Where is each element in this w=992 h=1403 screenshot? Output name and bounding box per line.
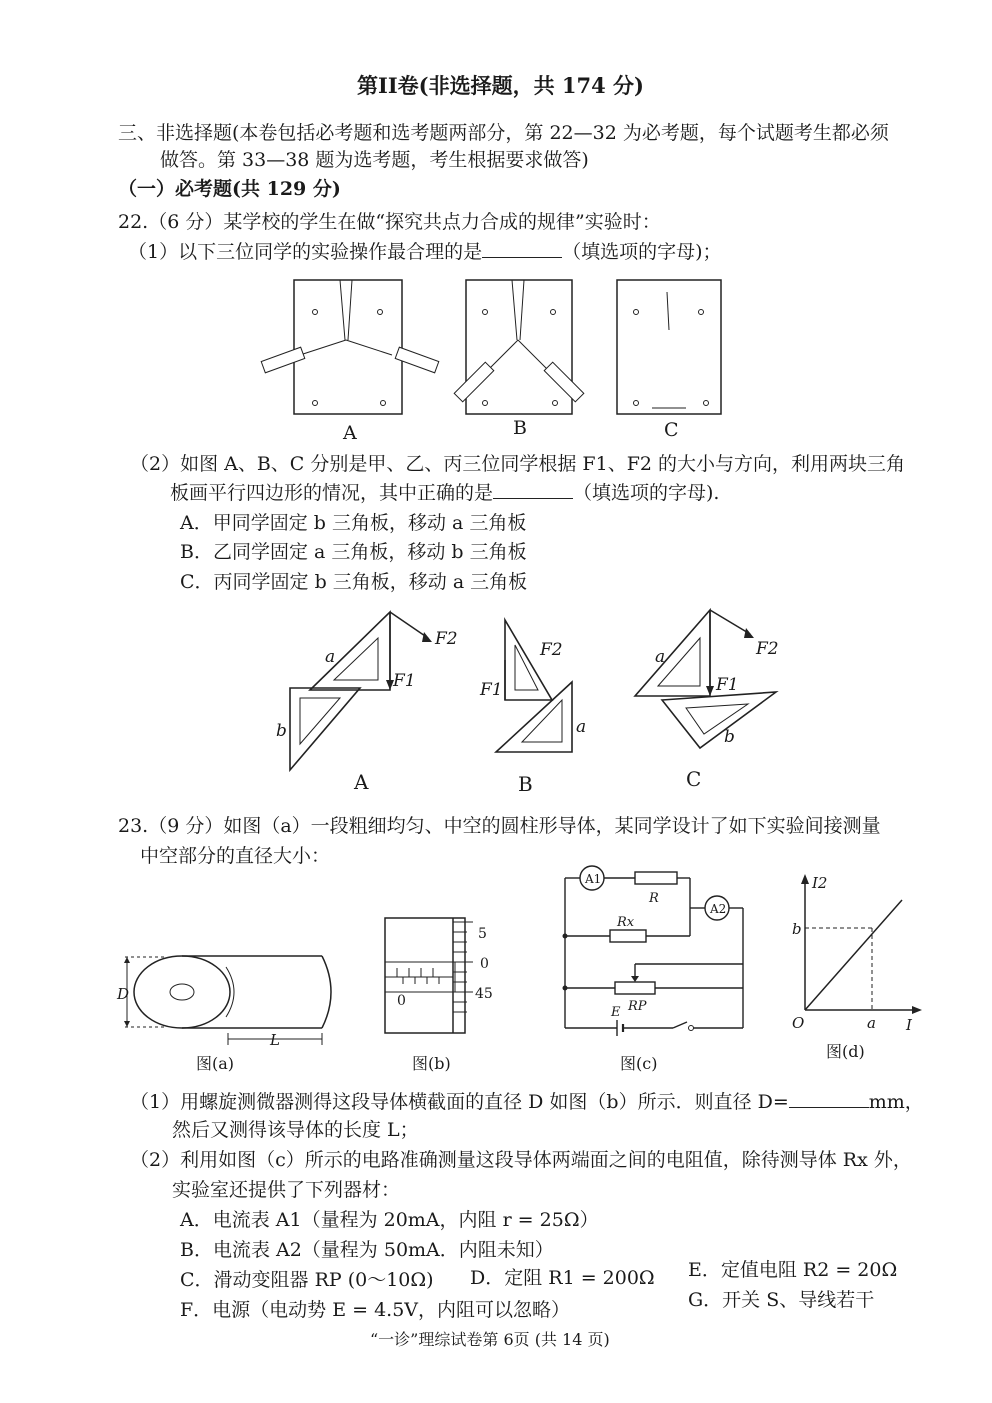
figure-a-cylinder <box>110 945 340 1055</box>
label-f2-c: F2 <box>756 639 779 659</box>
q22-part2-cont-text: 板画平行四边形的情况，其中正确的是 <box>170 482 494 504</box>
q23-item-d: D．定阻 R1 = 200Ω <box>470 1267 655 1289</box>
label-e: E <box>611 1005 621 1020</box>
fig-d-caption: 图(d) <box>826 1042 865 1061</box>
q22-option-c: C．丙同学固定 b 三角板，移动 a 三角板 <box>180 571 528 593</box>
q23-stem-cont: 中空部分的直径大小： <box>140 845 331 867</box>
q23-part1 <box>130 1090 924 1114</box>
q23-item-b: B．电流表 A2（量程为 50mA．内阻未知） <box>180 1239 554 1261</box>
q22-part1 <box>128 240 722 264</box>
label-l: L <box>270 1031 280 1049</box>
part-heading: （一）必考题(共 129 分) <box>118 178 341 200</box>
answer-blank[interactable] <box>789 1091 869 1108</box>
label-rp: RP <box>628 999 647 1014</box>
q23-item-f: F．电源（电动势 E = 4.5V，内阻可以忽略） <box>180 1299 571 1321</box>
label-rx: Rx <box>617 915 635 930</box>
tick-main-0: 0 <box>397 993 406 1009</box>
axis-i: I <box>906 1016 912 1034</box>
figure-b-micrometer <box>375 910 515 1040</box>
q22-part1-text: （1）以下三位同学的实验操作最合理的是 <box>128 241 483 263</box>
page-title: 第II卷(非选择题，共 174 分) <box>357 73 644 98</box>
answer-blank[interactable] <box>493 482 573 499</box>
board-b <box>454 280 584 414</box>
figure-c-circuit <box>555 860 765 1045</box>
q22-option-a: A．甲同学固定 b 三角板，移动 a 三角板 <box>180 512 527 534</box>
q23-item-g: G．开关 S、导线若干 <box>688 1289 875 1311</box>
board-label-b: B <box>513 417 527 439</box>
board-c <box>617 280 721 414</box>
label-o: O <box>792 1014 805 1032</box>
q23-item-e: E．定值电阻 R2 = 20Ω <box>688 1259 898 1281</box>
label-d: D <box>117 985 130 1003</box>
label-f2-b: F2 <box>540 640 563 660</box>
tick-0: 0 <box>480 956 489 972</box>
q23-part1-cont: 然后又测得该导体的长度 L； <box>172 1119 419 1141</box>
q22-part2-tail: （填选项的字母). <box>573 482 720 504</box>
q22-part2-cont <box>170 481 719 505</box>
label-a-c: a <box>655 647 666 667</box>
triangle-figures <box>0 600 992 800</box>
triangles-b <box>479 620 586 752</box>
board-label-a: A <box>343 422 357 444</box>
tri-label-a: A <box>354 770 369 794</box>
section-heading-cont: 做答。第 33—38 题为选考题，考生根据要求做答) <box>160 149 589 171</box>
q22-part2: （2）如图 A、B、C 分别是甲、乙、丙三位同学根据 F1、F2 的大小与方向，利用两块三角 <box>130 453 906 475</box>
label-a2: A2 <box>710 902 727 916</box>
label-b: b <box>276 721 287 741</box>
label-a-b: a <box>576 717 587 737</box>
figure-d-graph <box>790 870 930 1034</box>
label-b: b <box>792 920 802 938</box>
board-label-c: C <box>664 419 679 441</box>
q23-item-a: A．电流表 A1（量程为 20mA，内阻 r = 25Ω） <box>180 1209 599 1231</box>
fig-c-caption: 图(c) <box>620 1054 658 1073</box>
triangles-a <box>276 612 458 770</box>
fig-a-caption: 图(a) <box>196 1054 235 1073</box>
q23-part2: （2）利用如图（c）所示的电路准确测量这段导体两端面之间的电阻值，除待测导体 Rx 外， <box>130 1149 912 1171</box>
q23-item-c: C．滑动变阻器 RP (0～10Ω) <box>180 1269 434 1291</box>
board-figures <box>0 270 992 440</box>
q23-part1-text: （1）用螺旋测微器测得这段导体横截面的直径 D 如图（b）所示．则直径 D= <box>130 1091 789 1113</box>
label-r: R <box>649 891 659 906</box>
tri-label-c: C <box>686 767 702 791</box>
axis-i2: I2 <box>812 874 828 892</box>
answer-blank[interactable] <box>482 241 562 258</box>
label-f2: F2 <box>435 629 458 649</box>
q22-stem: 22.（6 分）某学校的学生在做“探究共点力合成的规律”实验时： <box>118 211 661 233</box>
page-footer: “一诊”理综试卷第 6页 (共 14 页) <box>370 1330 610 1349</box>
triangles-c <box>635 610 779 748</box>
q23-part2-cont: 实验室还提供了下列器材： <box>172 1179 401 1201</box>
board-a <box>261 280 439 414</box>
tick-5: 5 <box>478 926 487 942</box>
label-f1-b: F1 <box>480 680 503 700</box>
label-f1: F1 <box>393 671 416 691</box>
label-b-c: b <box>724 727 735 747</box>
label-f1-c: F1 <box>716 675 739 695</box>
q23-stem: 23.（9 分）如图（a）一段粗细均匀、中空的圆柱形导体，某同学设计了如下实验间接测量 <box>118 815 881 837</box>
section-heading: 三、非选择题(本卷包括必考题和选考题两部分，第 22—32 为必考题，每个试题考生都必须 <box>118 122 889 144</box>
fig-b-caption: 图(b) <box>412 1054 451 1073</box>
label-a1: A1 <box>585 872 602 886</box>
tri-label-b: B <box>518 772 533 796</box>
label-a: a <box>325 647 336 667</box>
q22-part1-tail: （填选项的字母)； <box>562 241 722 263</box>
q23-part1-unit: mm， <box>868 1091 924 1113</box>
label-a: a <box>867 1014 876 1032</box>
q22-option-b: B．乙同学固定 a 三角板，移动 b 三角板 <box>180 541 527 563</box>
tick-45: 45 <box>475 986 493 1002</box>
